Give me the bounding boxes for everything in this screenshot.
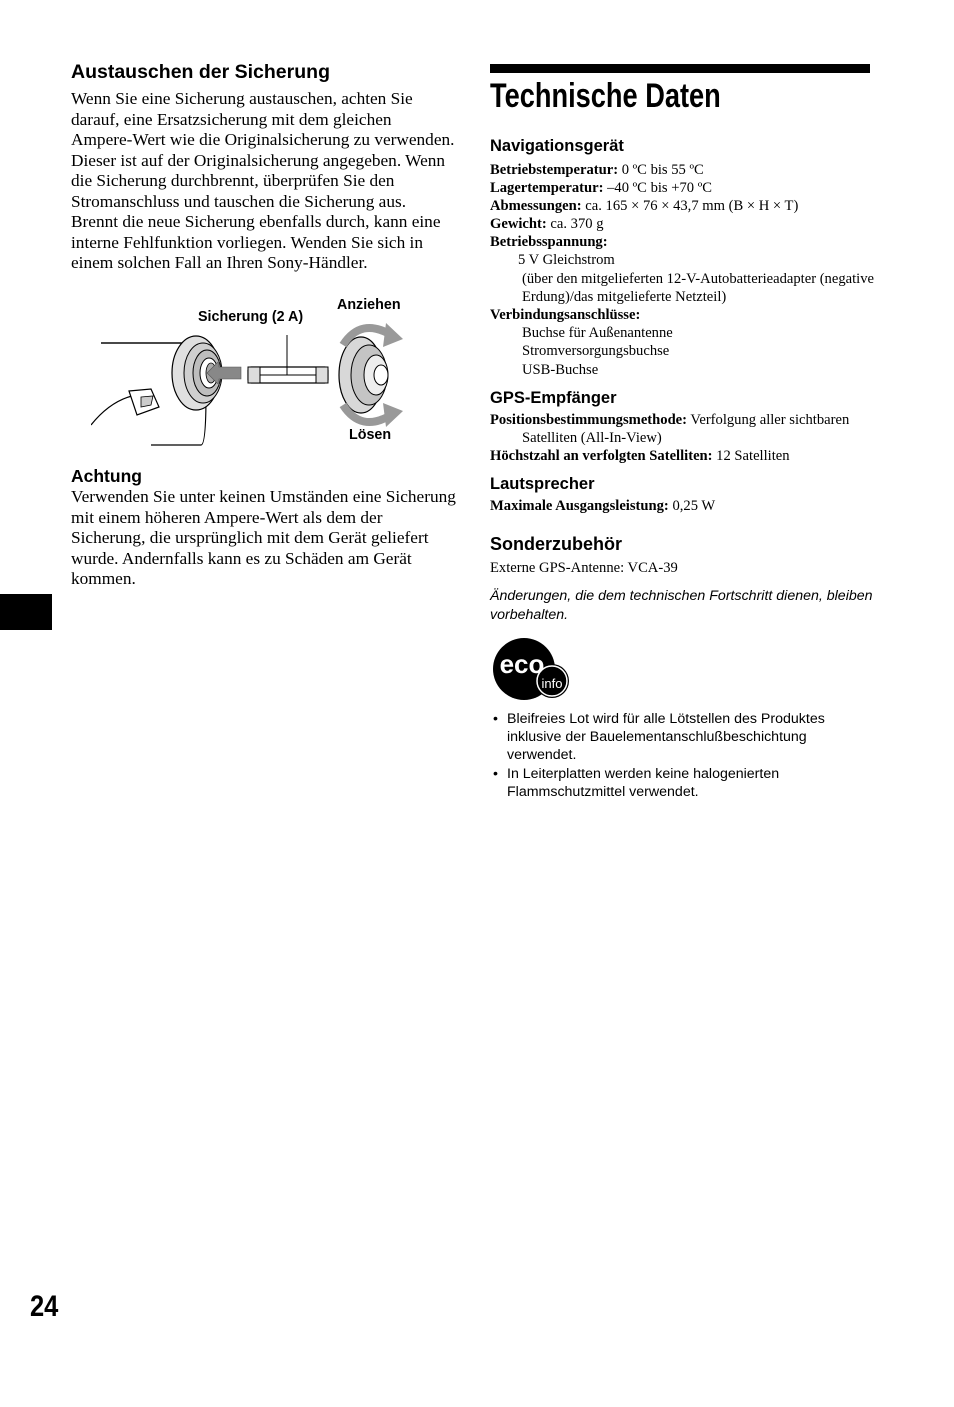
spec-label: Betriebsspannung: [490,234,608,250]
spec-connection-2: Stromversorgungsbuchse [522,343,670,359]
spec-label: Lagertemperatur: [490,180,604,196]
spec-dimensions [490,197,875,215]
spec-value: 0 ºC bis 55 ºC [618,162,704,178]
eco-text: eco [499,649,545,679]
title-rule [490,64,870,73]
spec-weight [490,215,875,233]
spec-value: 0,25 W [668,498,716,514]
bullet-icon: • [493,765,498,782]
adapter-cable [91,395,136,425]
list-item: • In Leiterplatten werden keine halogenierten Flammschutzmittel verwendet. [493,765,780,800]
spec-value: –40 ºC bis +70 ºC [603,180,712,196]
speaker-title: Lautsprecher [490,475,595,493]
spec-label: Höchstzahl an verfolgten Satelliten: [490,448,713,464]
navigation-title: Navigationsgerät [490,137,624,155]
spec-gps-max-sat [490,447,875,465]
page-number: 24 [30,1290,59,1323]
spec-value: Verfolgung aller sichtbaren Satelliten (All-In-View) [522,412,850,447]
loosen-label: Lösen [349,427,392,443]
eco-info-logo [492,635,572,703]
list-item: • Bleifreies Lot wird für alle Lötstellen des Produktes inklusive der Bauelementanschlußbeschichtung verwendet. [493,711,825,764]
fuse-replacement-figure [91,295,431,450]
caution-text: Verwenden Sie unter keinen Umständen eine Sicherung mit einem höheren Ampere-Wert als dem der Sicherung, die ursprünglich mit dem Gerät geliefert wurde. Andernfalls kann es zu Schäden am Gerät kommen. [71,487,456,588]
fuse-label: Sicherung (2 A) [198,309,304,325]
fuse-section-title: Austauschen der Sicherung [71,61,330,83]
tighten-label: Anziehen [337,297,401,313]
gps-title: GPS-Empfänger [490,389,617,407]
notice-text: Änderungen, die dem technischen Fortschritt dienen, bleiben vorbehalten. [490,588,873,623]
info-text: info [541,676,563,691]
side-tab-marker [0,594,52,630]
spec-gps-method [490,411,875,447]
caution-title: Achtung [71,466,142,486]
spec-voltage-note: (über den mitgelieferten 12-V-Autobatterieadapter (negative Erdung)/das mitgelieferte Netzteil) [522,271,874,306]
spec-storage-temp [490,179,875,197]
eco-bullet-list [490,710,875,801]
spec-connection-3: USB-Buchse [522,362,599,378]
spec-label: Positionsbestimmungsmethode: [490,412,688,428]
spec-label: Maximale Ausgangsleistung: [490,498,669,514]
fuse-section-text: Wenn Sie eine Sicherung austauschen, achten Sie darauf, eine Ersatzsicherung mit dem gleichen Ampere-Wert wie die Originalsicherung zu verwenden. Dieser ist auf der Originalsicherung angegeben. Wenn die Sicherung durchbrennt, überprüfen Sie den Stromanschluss und tauschen die Sicherung aus. Brennt die neue Sicherung ebenfalls durch, kann eine interne Fehlfunktion vorliegen. Wenden Sie sich in einem solchen Fall an Ihren Sony-Händler. [71,89,455,272]
accessory-item: Externe GPS-Antenne: VCA-39 [490,560,678,576]
spec-voltage [490,233,875,251]
eco-info-icon [492,635,572,703]
page-title: Technische Daten [490,77,721,115]
spec-connection-1: Buchse für Außenantenne [522,325,673,341]
spec-label: Betriebstemperatur: [490,162,619,178]
spec-label: Abmessungen: [490,198,582,214]
spec-label: Gewicht: [490,216,547,232]
spec-voltage-value: 5 V Gleichstrom [518,252,615,268]
spec-speaker-output [490,497,875,515]
spec-connections [490,306,875,324]
spec-value: ca. 370 g [546,216,604,232]
spec-value: ca. 165 × 76 × 43,7 mm (B × H × T) [581,198,799,214]
accessories-title: Sonderzubehör [490,534,623,554]
spec-label: Verbindungsanschlüsse: [490,307,641,323]
bullet-icon: • [493,711,498,727]
spec-operating-temp [490,161,875,179]
spec-value: 12 Satelliten [712,448,790,464]
